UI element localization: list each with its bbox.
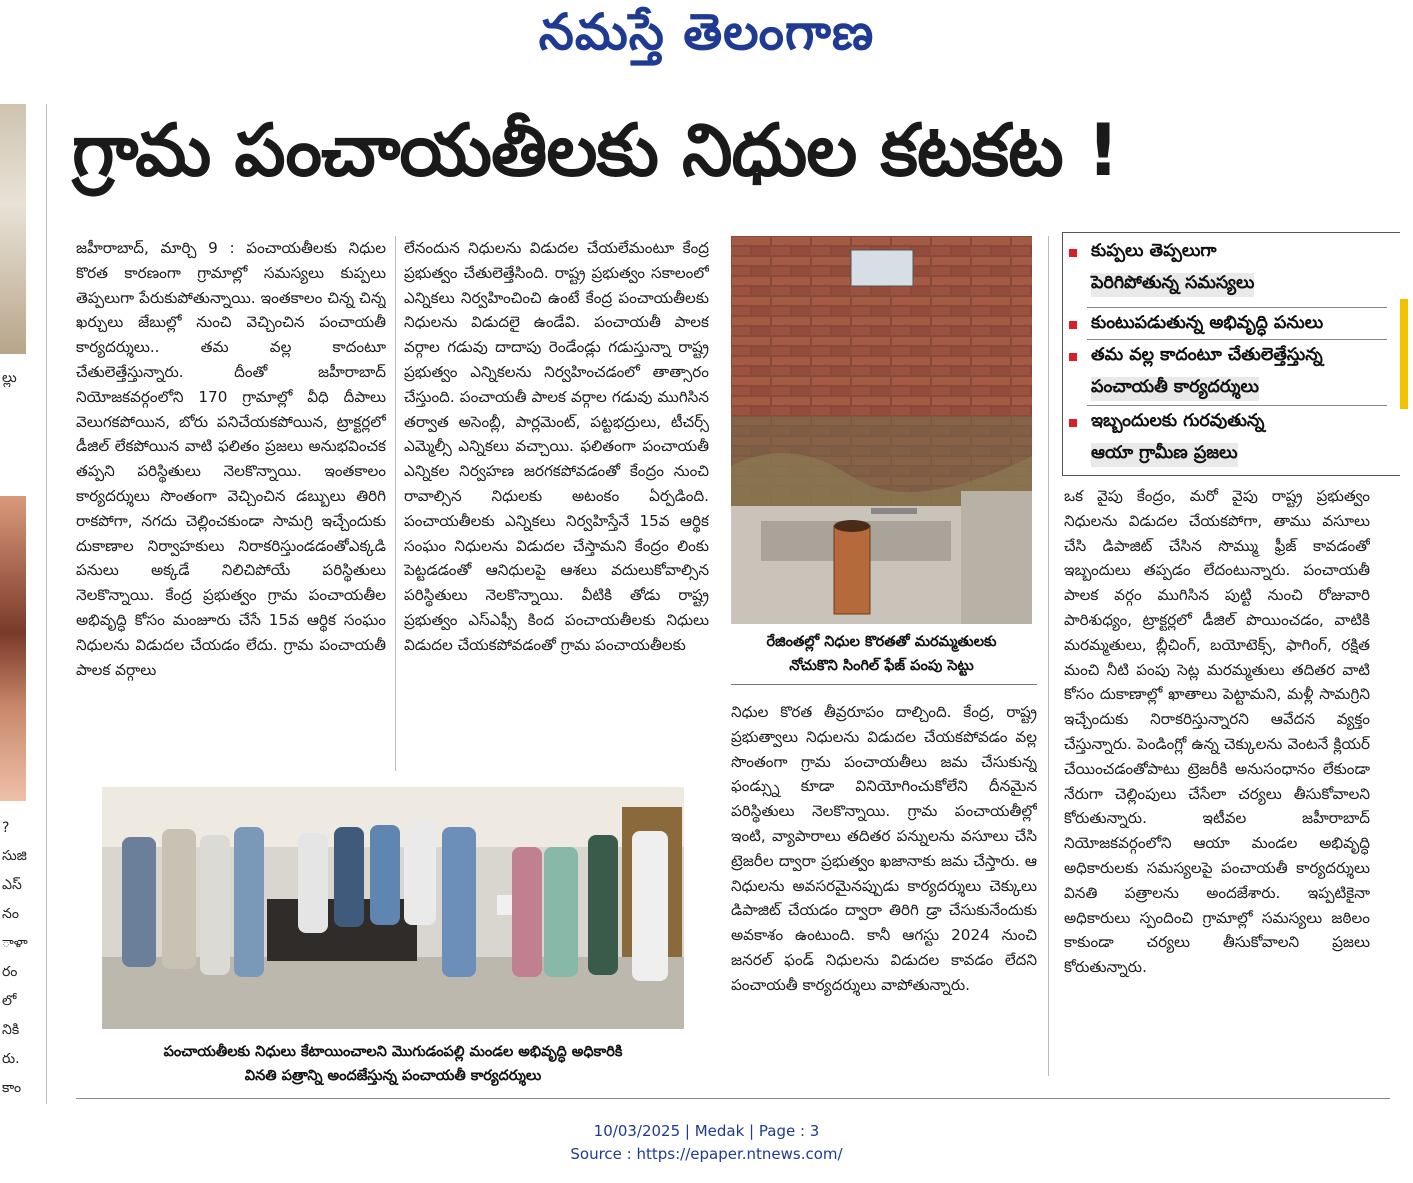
edge-line: నం xyxy=(2,906,19,922)
bullet-square-icon xyxy=(1069,321,1077,329)
highlight-line-1: కుంటుపడుతున్న అభివృద్ధి పనులు xyxy=(1091,313,1324,333)
highlight-line-2: పెరిగిపోతున్న సమస్యలు xyxy=(1091,273,1254,297)
edge-line: ాళా xyxy=(2,935,28,951)
group-photo-illustration xyxy=(102,787,684,1029)
group-photo xyxy=(102,787,684,1029)
accent-bar xyxy=(1400,299,1408,409)
edge-line: రం xyxy=(2,964,18,980)
bullet-square-icon xyxy=(1069,249,1077,257)
edge-line: లో xyxy=(2,993,17,1009)
edge-line: ఎస్ xyxy=(2,877,22,893)
highlight-line-1: తమ వల్ల కాదంటూ చేతులెత్తేస్తున్న xyxy=(1091,345,1323,365)
column-4-text: ఒక వైపు కేంద్రం, మరో వైపు రాష్ట్ర ప్రభుత్వం నిధులను విడుదల చేయకపోగా, తాము వసూలు చేసి డిపాజిట్ చేసిన సొమ్ము ఫ్రీజ్ కావడంతో ఇబ్బందులు తప్పడం లేదంటున్నారు. పంచాయతీ పాలక వర్గం ముగిసిన పుట్టి నుంచి రోజువారి పారిశుధ్యం, ట్రాక్టర్లలో డీజిల్ పొయించడం, వాటికి మరమ్మతులు, బ్లీచింగ్, బయోటెక్స్, ఫాగింగ్, రక్షిత మంచి నీటి పంపు సెట్ల మరమ్మతులు తదితర వాటి కోసం దుకాణాల్లో ఖాతాలు పెట్టామని, మళ్లీ సామగ్రిని ఇచ్చేందుకు నిరాకరిస్తున్నారని ఆవేదన వ్యక్తం చేస్తున్నారు. పెండింగ్లో ఉన్న చెక్కులను వెంటనే క్లియర్ చేయించడంతోపాటు ట్రెజరీకి అనుసంధానం లేకుండా నేరుగా చెల్లింపులు చేసేలా చర్యలు తీసుకోవాలని కోరుతున్నారు. ఇటీవల జహీరాబాద్ నియోజకవర్గంలోని ఆయా మండల అభివృద్ధి అధికారులకు సమస్యలపై పంచాయతీ కార్యదర్శులు వినతి పత్రాలను అందజేశారు. ఇప్పటికైనా అధికారులు స్పందించి గ్రామాల్లో సమస్యలు జఠిలం కాకుండా చర్యలు తీసుకోవాలని ప్రజలు కోరుతున్నారు. xyxy=(1064,487,1370,977)
column-rule-3 xyxy=(1048,236,1049,1076)
highlight-item xyxy=(1063,233,1400,291)
bullet-square-icon xyxy=(1069,353,1077,361)
article-headline: గ్రామ పంచాయతీలకు నిధుల కటకట ! xyxy=(72,108,1119,192)
highlight-line-1: కుప్పలు తెప్పలుగా xyxy=(1091,241,1217,261)
article-column-2 xyxy=(404,236,709,771)
bottom-rule xyxy=(76,1098,1390,1099)
masthead-logo: నమస్తే తెలంగాణ xyxy=(538,2,875,61)
highlight-item xyxy=(1063,339,1400,403)
edge-line: కాం xyxy=(2,1080,22,1096)
bullet-square-icon xyxy=(1069,419,1077,427)
edge-line: నికి xyxy=(2,1022,20,1038)
left-edge-fragment-top: ల్లు xyxy=(2,370,17,386)
pump-caption-rule xyxy=(731,684,1037,685)
article-column-4 xyxy=(1064,484,1370,1079)
group-caption-line-1: పంచాయతీలకు నిధులు కేటాయించాలని మొగుడంపల్లి మండల అభివృద్ధి అధికారికి xyxy=(163,1044,623,1060)
column-1-text: జహీరాబాద్, మార్చి 9 : పంచాయతీలకు నిధుల కొరత కారణంగా గ్రామాల్లో సమస్యలు కుప్పలు తెప్పలుగా పేరుకుపోతున్నాయి. ఇంతకాలం చిన్న చిన్న ఖర్చులు జేబుల్లో నుంచి వెచ్చించిన పంచాయతీ కార్యదర్శులు.. తమ వల్ల కాదంటూ చేతులెత్తేస్తున్నారు. దీంతో జహీరాబాద్ నియోజకవర్గంలోని 170 గ్రామాల్లో వీధి దీపాలు వెలుగకపోయిన, బోరు పనిచేయకపోయిన, ట్రాక్టర్లలో డీజిల్ లేకపోయిన వాటి ఫలితం ప్రజలు అనుభవించక తప్పని పరిస్థితులు నెలకొన్నాయి. ఇంతకాలం కార్యదర్శులు సొంతంగా వెచ్చించిన డబ్బులు తిరిగి రాకపోగా, నగదు చెల్లించకుండా సామగ్రి ఇచ్చేందుకు దుకాణాల నిర్వాహకులు నిరాకరిస్తుండడంతోఎక్కడి పనులు అక్కడే నిలిచిపోయే పరిస్థితులు నెలకొన్నాయి. కేంద్ర ప్రభుత్వం గ్రామ పంచాయతీల అభివృద్ధి కోసం మంజూరు చేసే 15వ ఆర్థిక సంఘం నిధులను విడుదల చేయడం లేదు. గ్రామ పంచాయతీ పాలక వర్గాలు xyxy=(76,239,386,679)
footer-edition-info: 10/03/2025 | Medak | Page : 3 xyxy=(593,1122,820,1140)
pump-photo-caption xyxy=(731,630,1032,678)
highlight-item xyxy=(1063,307,1400,337)
footer-source-link[interactable]: Source : https://epaper.ntnews.com/ xyxy=(570,1145,843,1163)
highlight-item xyxy=(1063,405,1400,469)
edge-line: సుజి xyxy=(2,848,27,864)
edge-line: రు. xyxy=(2,1051,20,1067)
left-edge-text-fragments xyxy=(2,848,26,1109)
highlights-box xyxy=(1062,232,1400,476)
article-column-1 xyxy=(76,236,386,771)
highlight-line-1: ఇబ్బందులకు గురవుతున్న xyxy=(1091,411,1265,431)
pump-set-photo xyxy=(731,236,1032,624)
group-photo-caption xyxy=(102,1040,684,1088)
pump-caption-line-2: నోచుకొని సింగిల్ ఫేజ్ పంపు సెట్టు xyxy=(789,658,974,674)
highlight-line-2: ఆయా గ్రామీణ ప్రజలు xyxy=(1091,443,1238,467)
article-column-3 xyxy=(731,700,1037,1080)
left-edge-fragment-mid: ? xyxy=(2,820,10,836)
group-caption-line-2: వినతి పత్రాన్ని అందజేస్తున్న పంచాయతీ కార్యదర్శులు xyxy=(244,1068,542,1084)
left-column-rule xyxy=(46,104,47,1104)
column-2-text: లేనందున నిధులను విడుదల చేయలేమంటూ కేంద్ర ప్రభుత్వం చేతులెత్తేసింది. రాష్ట్ర ప్రభుత్వం సకాలంలో ఎన్నికలు నిర్వహించించి ఉంటే కేంద్ర పంచాయతీలకు నిధులను విడుదలై ఉండేవి. పంచాయతీ పాలక వర్గాల గడువు దాదాపు రెండేండ్లు గడుస్తున్నా రాష్ట్ర ప్రభుత్వం ఎన్నికలను నిర్వహించడంలో తాత్సారం చేస్తుంది. పంచాయతీ పాలక వర్గాల గడువు ముగిసిన తర్వాత అసెంబ్లీ, పార్లమెంట్, పట్టభద్రులు, టీచర్స్ ఎమ్మెల్సీ ఎన్నికలు వచ్చాయి. ఫలితంగా పంచాయతీ ఎన్నికల నిర్వహణ జరగకపోవడంతో కేంద్రం నుంచి రావాల్సిన నిధులకు అటంకం ఏర్పడింది. పంచాయతీలకు ఎన్నికలు నిర్వహిస్తేనే 15వ ఆర్థిక సంఘం నిధులను విడుదల చేస్తామని కేంద్రం లింకు పెట్టడడంతో ఆనిధులపై ఆశలు వదులుకోవాల్సిన పరిస్థితులు నెలకొన్నాయి. వీటికి తోడు రాష్ట్ర ప్రభుత్వం ఎస్ఎఫ్సీ కింద పంచాయతీలకు నిధులు విడుదల చేయకపోవడంతో గ్రామ పంచాయతీలకు xyxy=(404,239,709,654)
column-rule-1 xyxy=(395,236,396,771)
left-edge-photo-top xyxy=(0,104,26,354)
left-edge-photo-bottom xyxy=(0,496,26,801)
pump-set-illustration xyxy=(731,236,1032,624)
pump-caption-line-1: రేజింతల్లో నిధుల కొరతతో మరమ్మతులకు xyxy=(766,634,997,650)
column-3-text: నిధుల కొరత తీవ్రరూపం దాల్చింది. కేంద్ర, రాష్ట్ర ప్రభుత్వాలు నిధులను విడుదల చేయకపోవడం వల్ల సొంతంగా గ్రామ పంచాయతీలు జమ చేసుకున్న ఫండ్స్ను కూడా వినియోగించుకోలేని దీనమైన పరిస్థితులు నెలకొన్నాయి. గ్రామ పంచాయతీల్లో ఇంటి, వ్యాపారాలు తదితర పన్నులను వసూలు చేసి ట్రెజరీల ద్వారా ప్రభుత్వం ఖజానాకు జమ చేస్తారు. ఆ నిధులను అవసరమైనప్పుడు కార్యదర్శులు చెక్కులు డిపాజిట్ చేయడం ద్వారా తిరిగి డ్రా చేసుకునేందుకు అవకాశం ఉంటుంది. కానీ ఆగస్టు 2024 నుంచి జనరల్ ఫండ్ నిధులను విడుదల కావడం లేదని పంచాయతీ కార్యదర్శులు వాపోతున్నారు. xyxy=(731,703,1037,994)
highlight-line-2: పంచాయతీ కార్యదర్శులు xyxy=(1091,377,1259,401)
